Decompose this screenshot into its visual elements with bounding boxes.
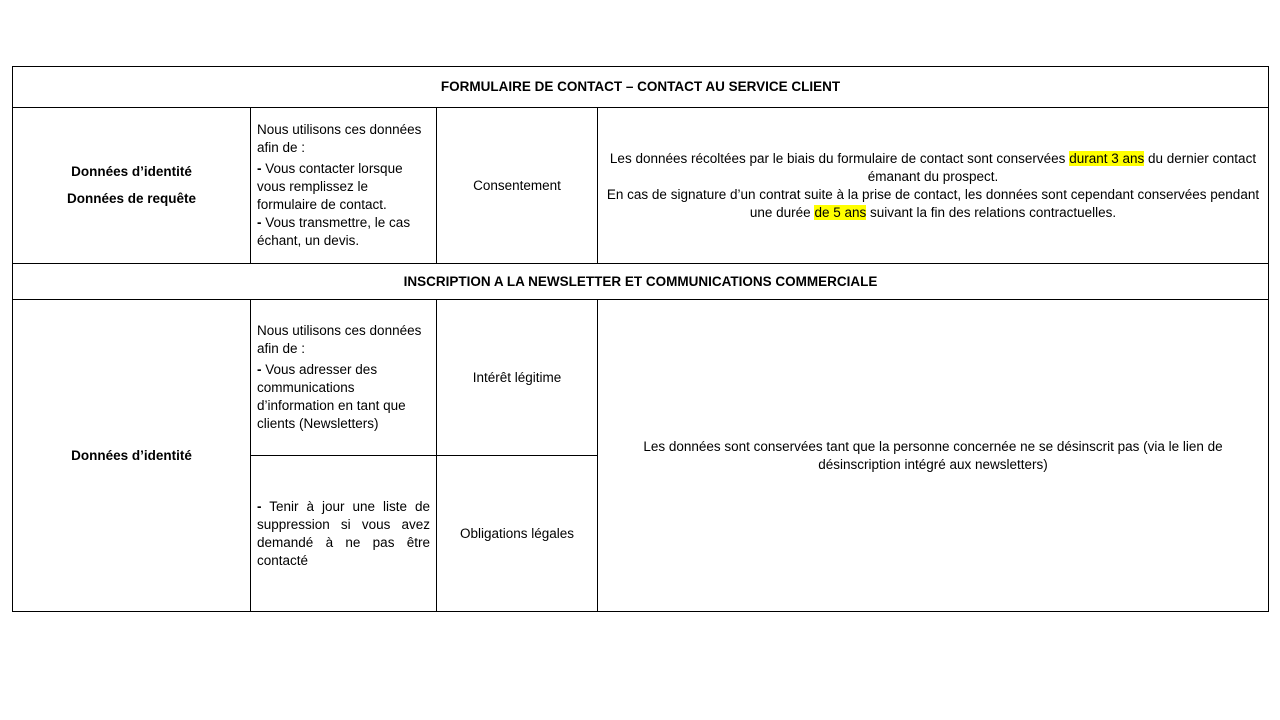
purpose-intro: Nous utilisons ces données afin de : [257,122,422,155]
purpose-item: - Vous contacter lorsque vous remplissez le formulaire de contact. [257,161,403,212]
purpose-item: - Tenir à jour une liste de suppression si vous avez demandé à ne pas être contacté [257,498,430,568]
purpose-cell [251,456,437,612]
legal-basis-cell: Obligations légales [437,456,598,612]
category-request: Données de requête [66,191,197,206]
section-title-newsletter: INSCRIPTION A LA NEWSLETTER ET COMMUNICATIONS COMMERCIALE [13,264,1269,300]
retention-text: Les données récoltées par le biais du formulaire de contact sont conservées durant 3 ans du dernier contact émanant du prospect. [609,150,1257,184]
section-header-row [13,67,1269,108]
purpose-item: - Vous adresser des communications d’information en tant que clients (Newsletters) [257,362,406,431]
data-category-cell [13,108,251,264]
legal-basis-cell: Intérêt légitime [437,300,598,456]
legal-basis-cell: Consentement [437,108,598,264]
purpose-item: - Vous transmettre, le cas échant, un devis. [257,215,411,248]
category-identity: Données d’identité [71,164,192,179]
highlight-duration: de 5 ans [814,204,867,220]
section-header-row [13,264,1269,300]
highlight-duration: durant 3 ans [1069,150,1145,166]
retention-cell: Les données sont conservées tant que la personne concernée ne se désinscrit pas (via le lien de désinscription intégré aux newsletters) [598,300,1269,612]
data-category-cell: Données d’identité [13,300,251,612]
purpose-cell [251,108,437,264]
section-title-contact: FORMULAIRE DE CONTACT – CONTACT AU SERVICE CLIENT [13,67,1269,108]
retention-text: En cas de signature d’un contrat suite à la prise de contact, les données sont cependant conservées pendant une durée de 5 ans suivant la fin des relations contractuelles. [606,186,1260,220]
purpose-intro: Nous utilisons ces données afin de : [257,323,422,356]
purpose-cell [251,300,437,456]
retention-cell [598,108,1269,264]
table-row [13,108,1269,264]
retention-table [12,66,1269,612]
table-row [13,300,1269,456]
